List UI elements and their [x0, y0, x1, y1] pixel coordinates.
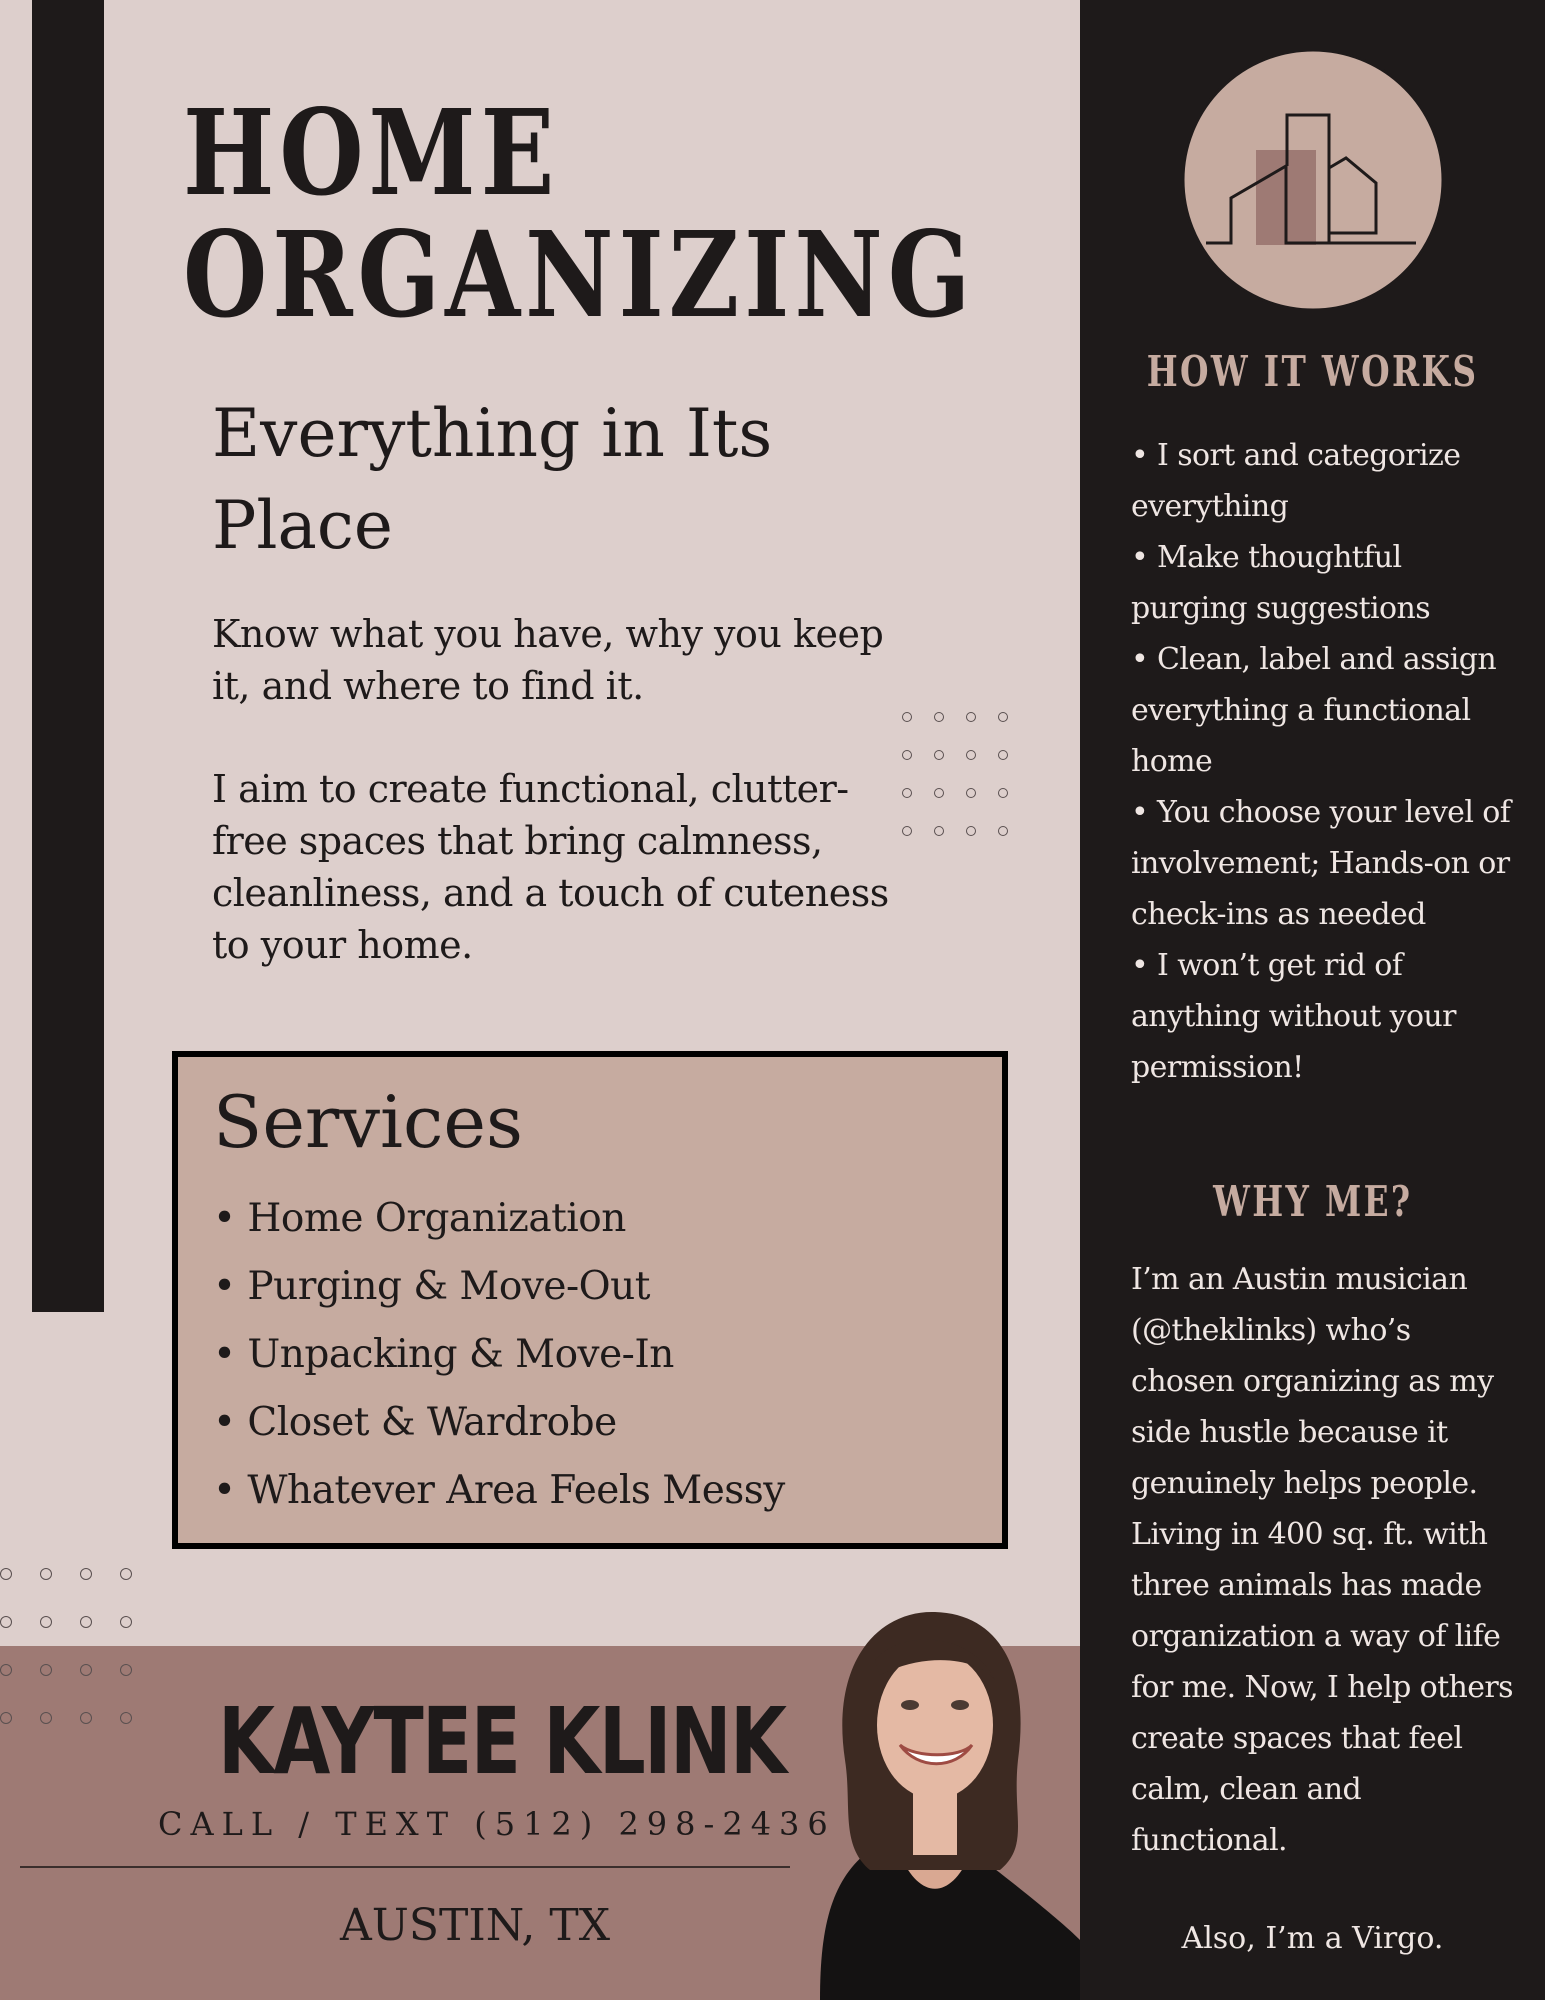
- service-item: • Unpacking & Move-In: [213, 1332, 674, 1377]
- tagline: Know what you have, why you keep it, and where to find it.: [212, 612, 884, 708]
- footer-divider: [20, 1866, 790, 1868]
- vertical-accent-bar: [32, 0, 104, 1312]
- how-it-works-item: • Make thoughtful purging suggestions: [1131, 540, 1431, 626]
- services-list: [213, 1185, 785, 1525]
- service-item: • Closet & Wardrobe: [213, 1400, 617, 1445]
- service-item: • Home Organization: [213, 1196, 626, 1241]
- service-item: • Purging & Move-Out: [213, 1264, 650, 1309]
- how-it-works-item: • I sort and categorize everything: [1131, 438, 1461, 524]
- why-me-text: I’m an Austin musician (@theklinks) who’s chosen organizing as my side hustle because it genuinely helps people. Living in 400 sq. ft. with three animals has made organization a way of life for me. Now, I help others create spaces that feel calm, clean and functional.: [1131, 1262, 1513, 1858]
- how-it-works-item: • You choose your level of involvement; Hands-on or check-ins as needed: [1131, 795, 1511, 932]
- dot-pattern-bottom: [0, 1568, 132, 1724]
- contact-name: KAYTEE KLINK: [218, 1688, 786, 1795]
- service-item: • Whatever Area Feels Messy: [213, 1468, 785, 1513]
- services-box: [172, 1051, 1008, 1549]
- how-it-works-heading: HOW IT WORKS: [1146, 347, 1479, 396]
- how-it-works-item: • I won’t get rid of anything without your permission!: [1131, 948, 1456, 1085]
- how-it-works-list: [1131, 430, 1513, 1093]
- page-title: [183, 83, 976, 344]
- title-line-1: HOME: [183, 83, 560, 222]
- how-it-works-item: • Clean, label and assign everything a functional home: [1131, 642, 1497, 779]
- closing-line: Also, I’m a Virgo.: [1181, 1921, 1444, 1956]
- why-me-heading: WHY ME?: [1212, 1177, 1413, 1226]
- services-heading: Services: [213, 1080, 523, 1164]
- contact-city: AUSTIN, TX: [340, 1900, 611, 1951]
- mission-statement: I aim to create functional, clutter-free spaces that bring calmness, cleanliness, and a touch of cuteness to your home.: [212, 767, 889, 967]
- subtitle: Everything in Its Place: [212, 395, 773, 564]
- title-line-2: ORGANIZING: [183, 205, 976, 344]
- portrait-photo: [760, 1600, 1080, 2000]
- house-outline-icon: [1181, 48, 1445, 312]
- contact-phone: CALL / TEXT (512) 298-2436: [158, 1805, 836, 1843]
- dot-pattern-top: [902, 712, 1008, 836]
